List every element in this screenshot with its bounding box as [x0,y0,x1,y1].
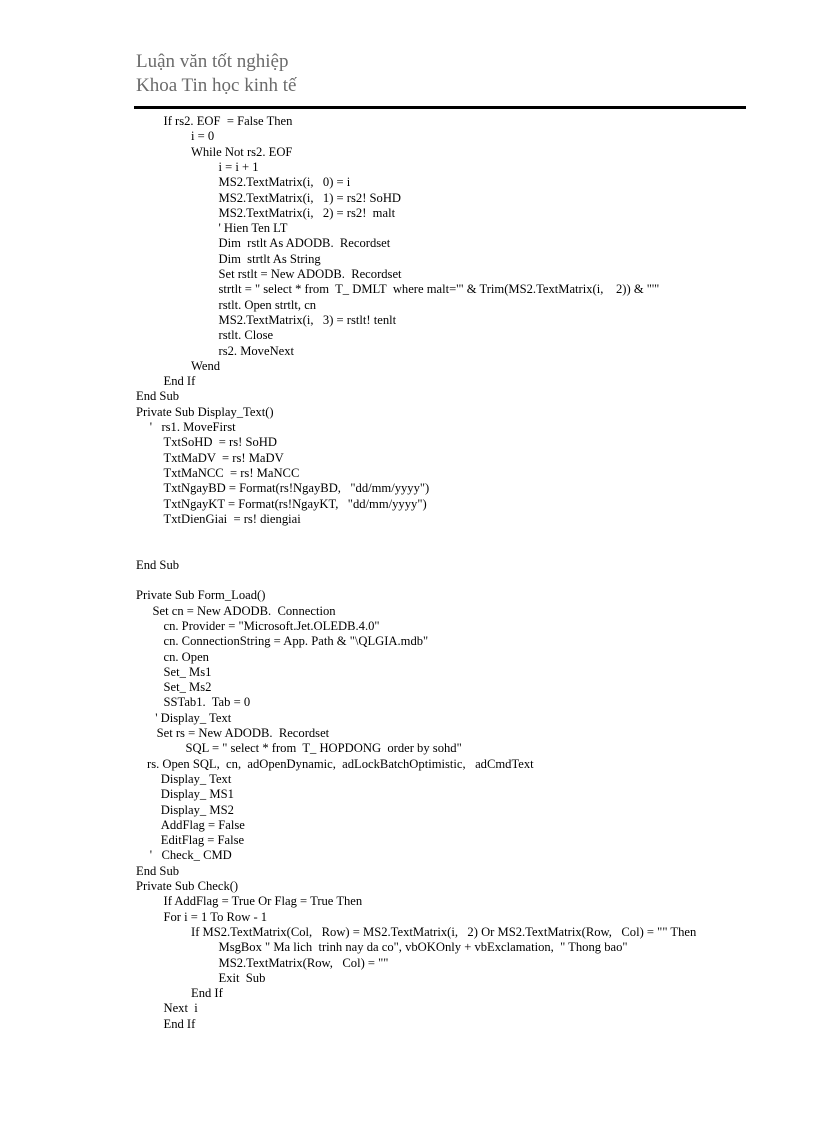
code-line: End Sub [136,557,180,572]
code-line: TxtNgayBD = Format(rs!NgayBD, "dd/mm/yyyy") [163,481,430,496]
code-line: If AddFlag = True Or Flag = True Then [163,894,363,909]
code-line: cn. ConnectionString = App. Path & "\QLGIA.mdb" [163,634,429,649]
code-line: rstlt. Close [218,328,274,343]
code-line: SQL = " select * from T_ HOPDONG order by sohd" [185,741,462,756]
code-line: cn. Open [163,649,209,664]
code-line: Wend [191,358,221,373]
code-line: End If [191,986,223,1001]
code-line: Set_ Ms2 [163,680,212,695]
code-line: TxtSoHD = rs! SoHD [163,435,277,450]
header-divider [134,106,746,109]
header-faculty-name: Khoa Tin học kinh tế [136,75,297,96]
code-line: cn. Provider = "Microsoft.Jet.OLEDB.4.0" [163,618,380,633]
code-line: AddFlag = False [160,817,245,832]
code-line: Next i [163,1001,198,1016]
code-line: Dim strtlt As String [218,251,321,266]
code-line: ' Hien Ten LT [218,221,288,236]
code-line: i = 0 [191,129,215,144]
code-line: strtlt = " select * from T_ DMLT where malt='" & Trim(MS2.TextMatrix(i, 2)) & "'" [218,282,660,297]
code-line: MS2.TextMatrix(i, 3) = rstlt! tenlt [218,312,397,327]
code-line: EditFlag = False [160,833,245,848]
code-line: Dim rstlt As ADODB. Recordset [218,236,391,251]
code-line: Set rstlt = New ADODB. Recordset [218,267,402,281]
code-line: Private Sub Form_Load() [136,588,266,603]
code-line: Display_ Text [160,771,232,786]
code-line: rs. Open SQL, cn, adOpenDynamic, adLockBatchOptimistic, adCmdText [147,756,534,771]
code-line: Set cn = New ADODB. Connection [152,603,336,618]
code-line: MS2.TextMatrix(i, 0) = i [218,175,351,190]
code-line: i = i + 1 [218,159,259,174]
code-line: MS2.TextMatrix(i, 1) = rs2! SoHD [218,190,402,205]
code-line: MS2.TextMatrix(Row, Col) = "" [218,955,389,970]
code-line: If rs2. EOF = False Then [163,114,293,128]
code-line: If MS2.TextMatrix(Col, Row) = MS2.TextMatrix(i, 2) Or MS2.TextMatrix(Row, Col) = "" Then [191,924,697,939]
code-line: rstlt. Open strtlt, cn [218,297,317,312]
code-line: Exit Sub [218,970,266,985]
code-line: End If [163,374,196,389]
code-line: Display_ MS1 [160,787,234,802]
page-header [136,50,296,98]
code-line: SSTab1. Tab = 0 [163,695,251,710]
code-line: MsgBox " Ma lich trinh nay da co", vbOKOnly + vbExclamation, " Thong bao" [218,940,628,955]
code-line: TxtNgayKT = Format(rs!NgayKT, "dd/mm/yyyy") [163,496,427,511]
code-line: ' Display_ Text [155,710,232,725]
code-line: TxtMaDV = rs! MaDV [163,450,284,465]
header-thesis-title: Luận văn tốt nghiệp [136,51,289,72]
code-line: End Sub [136,863,180,878]
code-line: Set rs = New ADODB. Recordset [156,726,330,740]
code-line: For i = 1 To Row - 1 [163,909,268,924]
code-line: TxtDienGiai = rs! diengiai [163,511,301,526]
code-line: End Sub [136,389,180,404]
code-line: Private Sub Check() [136,879,239,893]
code-line: Private Sub Display_Text() [136,404,274,419]
code-line: rs2. MoveNext [218,343,295,358]
code-line: While Not rs2. EOF [191,144,293,159]
code-line: ' Check_ CMD [149,848,232,863]
code-line: ' rs1. MoveFirst [149,420,236,434]
code-line: Display_ MS2 [160,802,234,817]
code-line: Set_ Ms1 [163,664,212,679]
code-line: MS2.TextMatrix(i, 2) = rs2! malt [218,205,396,220]
code-line: TxtMaNCC = rs! MaNCC [163,465,300,480]
code-line: End If [163,1016,196,1031]
